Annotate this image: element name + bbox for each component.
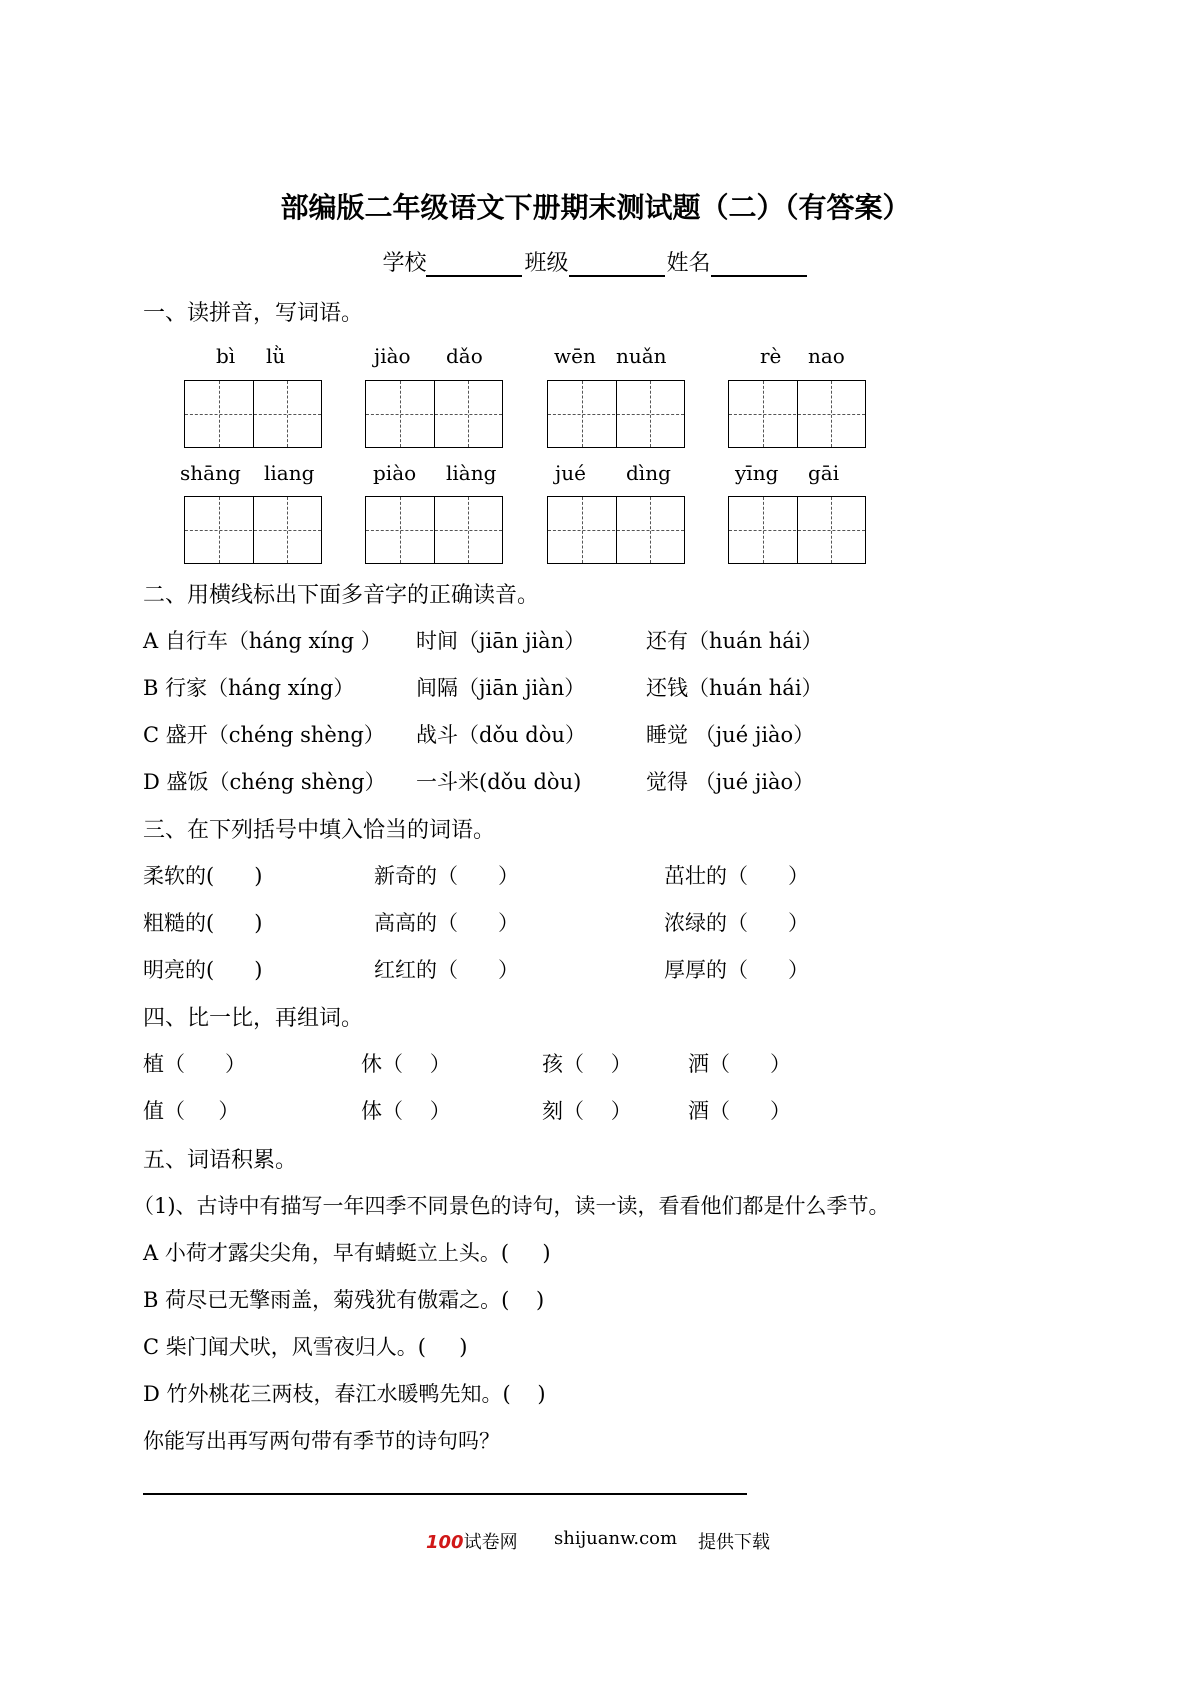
pinyin-syllable: dǎo bbox=[446, 344, 483, 368]
pinyin-syllable: yīng bbox=[735, 461, 779, 485]
footer-url[interactable]: shijuanw.com bbox=[554, 1528, 678, 1549]
polyphone-item: 一斗米(dǒu dòu) bbox=[416, 770, 582, 794]
writing-grid[interactable] bbox=[184, 496, 322, 564]
name-label: 姓名 bbox=[666, 251, 711, 276]
school-blank[interactable] bbox=[426, 253, 522, 277]
poem-item[interactable]: B 荷尽已无擎雨盖，菊残犹有傲霜之。( ) bbox=[143, 1288, 545, 1312]
fill-item[interactable]: 柔软的( ) bbox=[143, 864, 263, 888]
student-info bbox=[0, 246, 1191, 277]
fill-item[interactable]: 明亮的( ) bbox=[143, 958, 263, 982]
pinyin-syllable: gāi bbox=[808, 461, 840, 485]
footer-provide: 提供下载 bbox=[698, 1532, 770, 1553]
site-name: 试卷网 bbox=[463, 1532, 518, 1553]
section-3-heading: 三、在下列括号中填入恰当的词语。 bbox=[143, 818, 496, 843]
pinyin-syllable: rè bbox=[760, 344, 782, 368]
section-1-heading: 一、读拼音，写词语。 bbox=[143, 301, 364, 326]
polyphone-item: 战斗（dǒu dòu） bbox=[416, 723, 586, 747]
fill-item[interactable]: 粗糙的( ) bbox=[143, 911, 263, 935]
compare-item[interactable]: 酒（ ） bbox=[688, 1099, 792, 1123]
name-blank[interactable] bbox=[711, 253, 807, 277]
fill-item[interactable]: 新奇的（ ） bbox=[374, 864, 520, 888]
compare-item[interactable]: 值（ ） bbox=[143, 1099, 240, 1123]
pinyin-syllable: dìng bbox=[626, 461, 671, 485]
fill-item[interactable]: 红红的（ ） bbox=[374, 958, 520, 982]
footer-brand bbox=[426, 1528, 518, 1554]
polyphone-item: 还钱（huán hái） bbox=[646, 676, 823, 700]
section-2-heading: 二、用横线标出下面多音字的正确读音。 bbox=[143, 583, 540, 608]
compare-item[interactable]: 植（ ） bbox=[143, 1052, 247, 1076]
fill-item[interactable]: 厚厚的（ ） bbox=[664, 958, 810, 982]
pinyin-syllable: jiào bbox=[374, 344, 411, 368]
school-label: 学校 bbox=[382, 251, 427, 276]
poem-item[interactable]: A 小荷才露尖尖角，早有蜻蜓立上头。( ) bbox=[143, 1241, 551, 1265]
writing-grid[interactable] bbox=[365, 380, 503, 448]
compare-item[interactable]: 刻（ ） bbox=[542, 1099, 632, 1123]
compare-item[interactable]: 洒（ ） bbox=[688, 1052, 792, 1076]
pinyin-syllable: liang bbox=[264, 461, 315, 485]
polyphone-item: 间隔（jiān jiàn） bbox=[416, 676, 586, 700]
fill-item[interactable]: 浓绿的（ ） bbox=[664, 911, 810, 935]
pinyin-syllable: piào bbox=[373, 461, 417, 485]
pinyin-syllable: bì bbox=[216, 344, 236, 368]
polyphone-item: B 行家（háng xíng） bbox=[143, 676, 355, 700]
polyphone-item: C 盛开（chéng shèng） bbox=[143, 723, 385, 747]
page-title: 部编版二年级语文下册期末测试题（二）（有答案） bbox=[280, 191, 911, 224]
compare-item[interactable]: 体（ ） bbox=[361, 1099, 451, 1123]
writing-grid[interactable] bbox=[547, 380, 685, 448]
writing-grid[interactable] bbox=[184, 380, 322, 448]
pinyin-syllable: liàng bbox=[446, 461, 497, 485]
poem-item[interactable]: C 柴门闻犬吠，风雪夜归人。( ) bbox=[143, 1335, 468, 1359]
polyphone-item: 睡觉 （jué jiào） bbox=[646, 723, 815, 747]
pinyin-syllable: nao bbox=[808, 344, 845, 368]
polyphone-item: 还有（huán hái） bbox=[646, 629, 823, 653]
writing-grid[interactable] bbox=[728, 496, 866, 564]
section-5-subheading: （1)、古诗中有描写一年四季不同景色的诗句，读一读，看看他们都是什么季节。 bbox=[133, 1194, 890, 1218]
polyphone-item: 觉得 （jué jiào） bbox=[646, 770, 815, 794]
site-logo: 100 bbox=[426, 1532, 464, 1553]
writing-grid[interactable] bbox=[547, 496, 685, 564]
answer-line[interactable] bbox=[143, 1493, 747, 1495]
fill-item[interactable]: 茁壮的（ ） bbox=[664, 864, 810, 888]
pinyin-syllable: jué bbox=[555, 461, 586, 485]
compare-item[interactable]: 休（ ） bbox=[361, 1052, 451, 1076]
writing-grid[interactable] bbox=[365, 496, 503, 564]
section-4-heading: 四、比一比，再组词。 bbox=[143, 1006, 364, 1031]
polyphone-item: 时间（jiān jiàn） bbox=[416, 629, 586, 653]
pinyin-syllable: nuǎn bbox=[616, 344, 667, 368]
pinyin-syllable: wēn bbox=[554, 344, 596, 368]
pinyin-syllable: shāng bbox=[180, 461, 241, 485]
class-blank[interactable] bbox=[569, 253, 665, 277]
poem-item[interactable]: D 竹外桃花三两枝，春江水暖鸭先知。( ) bbox=[143, 1382, 546, 1406]
section-5-heading: 五、词语积累。 bbox=[143, 1148, 298, 1173]
fill-item[interactable]: 高高的（ ） bbox=[374, 911, 520, 935]
poem-question: 你能写出再写两句带有季节的诗句吗？ bbox=[143, 1429, 500, 1453]
writing-grid[interactable] bbox=[728, 380, 866, 448]
class-label: 班级 bbox=[524, 251, 569, 276]
pinyin-syllable: lǜ bbox=[266, 344, 286, 368]
compare-item[interactable]: 孩（ ） bbox=[542, 1052, 632, 1076]
polyphone-item: D 盛饭（chéng shèng） bbox=[143, 770, 386, 794]
polyphone-item: A 自行车（háng xíng ） bbox=[143, 629, 382, 653]
